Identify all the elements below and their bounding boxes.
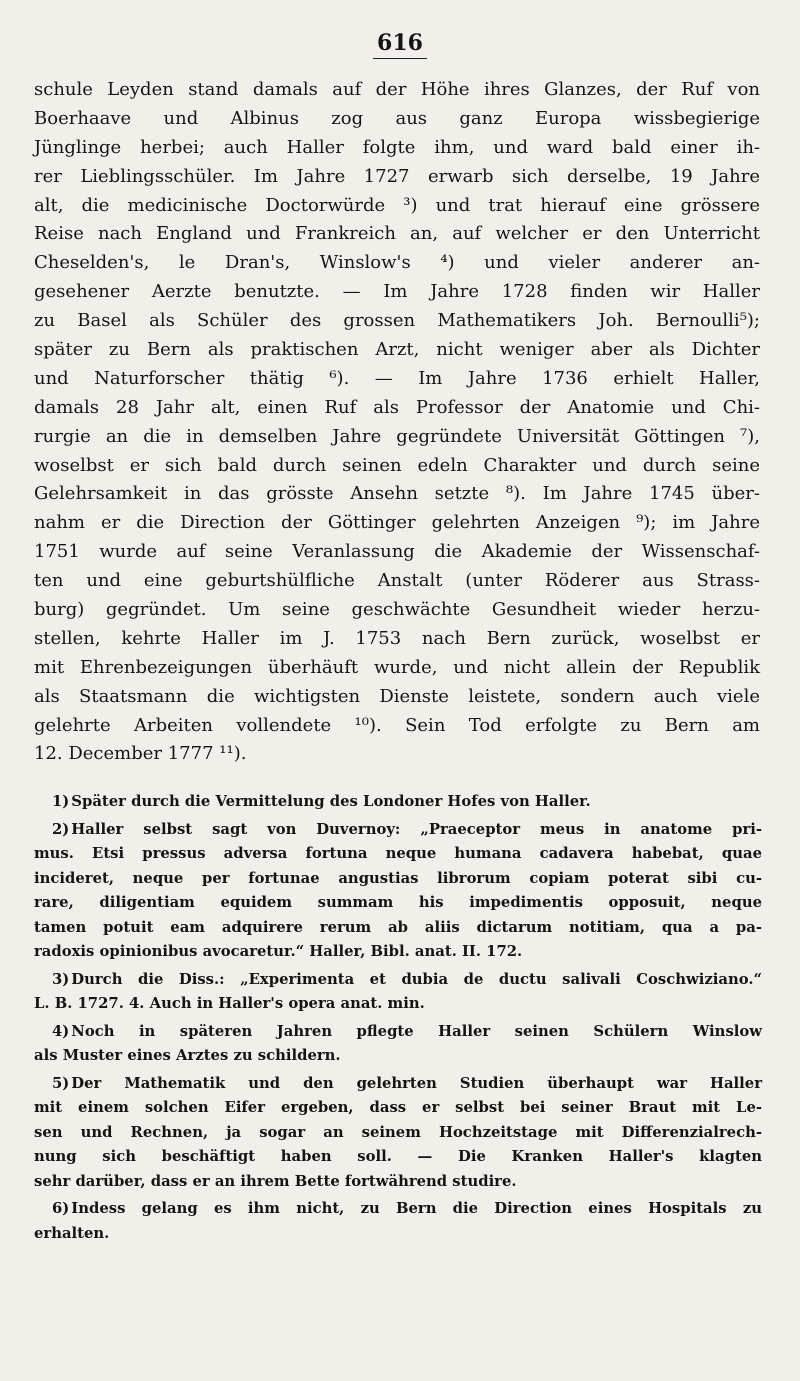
footnote-text: mus. Etsi pressus adversa fortuna neque humana cadavera habebat, quae	[34, 845, 762, 862]
footnote-text: Der Mathematik und den gelehrten Studien überhaupt war Haller	[71, 1074, 762, 1092]
footnote-text: tamen potuit eam adquirere rerum ab aliis dictarum notitiam, qua a pa-	[34, 918, 762, 936]
footnote	[34, 1072, 762, 1195]
text-line: woselbst er sich bald durch seinen edeln Charakter und durch seine	[34, 454, 760, 476]
text-line: später zu Bern als praktischen Arzt, nicht weniger aber als Dichter	[34, 339, 760, 361]
text-line: gesehener Aerzte benutzte. — Im Jahre 1728 finden wir Haller	[34, 281, 760, 303]
text-line: als Staatsmann die wichtigsten Dienste leistete, sondern auch viele	[34, 685, 760, 707]
footnote-line	[34, 1222, 762, 1247]
text-line: alt, die medicinische Doctorwürde ³) und trat hierauf eine grössere	[34, 194, 760, 216]
footnote-line	[34, 867, 762, 892]
footnote-line	[34, 968, 762, 993]
footnote-text: nung sich beschäftigt haben soll. — Die Kranken Haller's klagten	[34, 1148, 762, 1165]
footnote-line	[34, 1145, 762, 1170]
footnote	[34, 1020, 762, 1069]
text-line: Reise nach England und Frankreich an, auf welcher er den Unterricht	[34, 223, 760, 245]
footnote-text: L. B. 1727. 4. Auch in Haller's opera anat. min.	[34, 995, 425, 1012]
footnote-line	[34, 940, 762, 965]
footnote-text: rare, diligentiam equidem summam his impedimentis opposuit, neque	[34, 894, 762, 911]
footnote-line	[34, 1121, 762, 1146]
text-line: burg) gegründet. Um seine geschwächte Gesundheit wieder herzu-	[34, 599, 760, 621]
footnote-marker: 6)	[52, 1200, 70, 1217]
text-line: ten und eine geburtshülfliche Anstalt (unter Röderer aus Strass-	[34, 570, 760, 592]
footnote-line	[34, 842, 762, 867]
text-line: Jünglinge herbei; auch Haller folgte ihm, und ward bald einer ih-	[34, 136, 760, 158]
footnote-text: mit einem solchen Eifer ergeben, dass er selbst bei seiner Braut mit Le-	[34, 1099, 762, 1116]
footnote-text: Indess gelang es ihm nicht, zu Bern die Direction eines Hospitals zu	[71, 1200, 762, 1217]
footnote-text: incideret, neque per fortunae angustias librorum copiam poterat sibi cu-	[34, 869, 762, 887]
footnote-line	[34, 818, 762, 843]
footnote	[34, 1197, 762, 1246]
footnote-line	[34, 992, 762, 1017]
text-line: schule Leyden stand damals auf der Höhe ihres Glanzes, der Ruf von	[34, 79, 760, 100]
footnote-line	[34, 1197, 762, 1222]
text-line: Cheselden's, le Dran's, Winslow's ⁴) und vieler anderer an-	[34, 252, 760, 274]
text-line: 12. December 1777 ¹¹).	[34, 743, 247, 765]
footnote-marker: 2)	[52, 820, 70, 838]
footnote-text: als Muster eines Arztes zu schildern.	[34, 1047, 341, 1064]
text-line: stellen, kehrte Haller im J. 1753 nach Bern zurück, woselbst er	[34, 627, 760, 649]
footnote-marker: 3)	[52, 970, 70, 988]
text-line: rer Lieblingsschüler. Im Jahre 1727 erwarb sich derselbe, 19 Jahre	[34, 165, 760, 187]
text-line: 1751 wurde auf seine Veranlassung die Akademie der Wissenschaf-	[34, 541, 760, 563]
footnote-marker: 1)	[52, 793, 70, 810]
footnote-marker: 5)	[52, 1074, 70, 1092]
text-line: Gelehrsamkeit in das grösste Ansehn setzte ⁸). Im Jahre 1745 über-	[34, 483, 760, 505]
text-line: mit Ehrenbezeigungen überhäuft wurde, und nicht allein der Republik	[34, 656, 760, 678]
text-line: damals 28 Jahr alt, einen Ruf als Professor der Anatomie und Chi-	[34, 396, 760, 418]
text-line: gelehrte Arbeiten vollendete ¹⁰). Sein Tod erfolgte zu Bern am	[34, 714, 760, 736]
footnote-text: sen und Rechnen, ja sogar an seinem Hochzeitstage mit Differenzialrech-	[34, 1123, 762, 1141]
footnote-text: sehr darüber, dass er an ihrem Bette fortwährend studire.	[34, 1172, 517, 1190]
text-line: zu Basel als Schüler des grossen Mathematikers Joh. Bernoulli⁵);	[34, 310, 760, 332]
text-line: Boerhaave und Albinus zog aus ganz Europa wissbegierige	[34, 107, 760, 129]
footnote-text: Durch die Diss.: „Experimenta et dubia de ductu salivali Coschwiziano.“	[71, 970, 762, 988]
footnote-line	[34, 891, 762, 916]
footnote-text: Noch in späteren Jahren pflegte Haller seinen Schülern Winslow	[71, 1022, 762, 1040]
text-line: und Naturforscher thätig ⁶). — Im Jahre 1736 erhielt Haller,	[34, 367, 760, 389]
footnote	[34, 790, 762, 815]
footnote-line	[34, 1096, 762, 1121]
page-number: 616	[0, 30, 800, 59]
footnote-text: Haller selbst sagt von Duvernoy: „Praeceptor meus in anatome pri-	[71, 820, 762, 838]
footnote	[34, 818, 762, 965]
text-line: nahm er die Direction der Göttinger gelehrten Anzeigen ⁹); im Jahre	[34, 512, 760, 534]
footnote-line	[34, 1170, 762, 1195]
footnote-line	[34, 1044, 762, 1069]
footnote-line	[34, 916, 762, 941]
footnote-line	[34, 790, 762, 815]
footnotes-block	[34, 790, 762, 1249]
footnote-line	[34, 1020, 762, 1045]
main-text-block	[34, 76, 760, 769]
footnote	[34, 968, 762, 1017]
footnote-text: radoxis opinionibus avocaretur.“ Haller, Bibl. anat. II. 172.	[34, 943, 523, 960]
footnote-text: erhalten.	[34, 1224, 110, 1242]
footnote-marker: 4)	[52, 1022, 70, 1040]
text-line: rurgie an die in demselben Jahre gegründete Universität Göttingen ⁷),	[34, 425, 760, 447]
footnote-line	[34, 1072, 762, 1097]
footnote-text: Später durch die Vermittelung des Londoner Hofes von Haller.	[71, 793, 591, 810]
